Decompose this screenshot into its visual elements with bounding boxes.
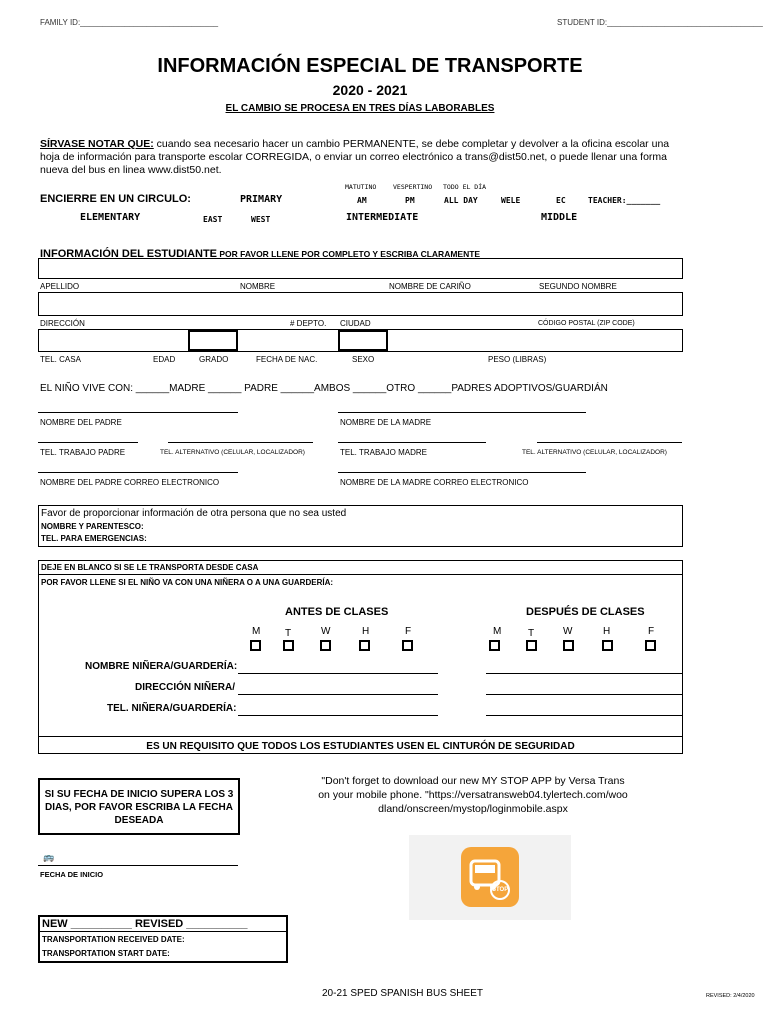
label-todo-el-dia: TODO EL DÍA (443, 183, 487, 191)
daycare-divider (38, 574, 683, 575)
start-date-box (38, 778, 240, 835)
student-id-field[interactable]: STUDENT ID:___________________________________ (557, 18, 763, 27)
label-tel-trabajo-padre: TEL. TRABAJO PADRE (40, 448, 126, 457)
school-year: 2020 - 2021 (332, 82, 408, 98)
despues-day-h: H (603, 626, 611, 637)
lives-with-options[interactable]: EL NIÑO VIVE CON: ______MADRE ______ PADRE ______AMBOS ______OTRO ______PADRES ADOPTIVOS/GUARDIÁN (40, 383, 608, 394)
daycare-phone-line-before[interactable] (238, 715, 438, 716)
received-date-field[interactable]: TRANSPORTATION RECEIVED DATE: (42, 935, 185, 944)
antes-day-w: W (321, 626, 331, 637)
sexo-input[interactable] (338, 330, 388, 351)
daycare-fill-note: POR FAVOR LLENE SI EL NIÑO VA CON UNA NIÑERA O A UNA GUARDERÍA: (41, 578, 334, 587)
label-correo-madre: NOMBRE DE LA MADRE CORREO ELECTRONICO (340, 478, 529, 487)
label-tel-alt-padre: TEL. ALTERNATIVO (CELULAR, LOCALIZADOR) (160, 449, 305, 456)
page-title: INFORMACIÓN ESPECIAL DE TRANSPORTE (157, 55, 583, 77)
father-alt-line[interactable] (168, 442, 313, 443)
daycare-address-line-before[interactable] (238, 694, 438, 695)
label-ciudad: CIUDAD (340, 319, 371, 328)
office-use-box (38, 915, 288, 963)
despues-checkbox-t[interactable] (526, 640, 537, 651)
label-daycare-name: NOMBRE NIÑERA/GUARDERÍA: (85, 661, 238, 672)
option-west[interactable]: WEST (251, 215, 271, 224)
label-codigo-postal: CÓDIGO POSTAL (ZIP CODE) (538, 320, 635, 327)
option-elementary[interactable]: ELEMENTARY (80, 212, 141, 223)
antes-day-f: F (405, 626, 412, 637)
label-daycare-phone: TEL. NIÑERA/GUARDERÍA: (107, 703, 237, 714)
emergency-box[interactable] (38, 505, 683, 547)
bus-icon: 🚌 (43, 852, 55, 862)
antes-checkbox-m[interactable] (250, 640, 261, 651)
despues-checkbox-w[interactable] (563, 640, 574, 651)
daycare-box (38, 560, 683, 754)
label-tel-trabajo-madre: TEL. TRABAJO MADRE (340, 448, 427, 457)
label-vespertino: VESPERTINO (393, 183, 433, 191)
label-correo-padre: NOMBRE DEL PADRE CORREO ELECTRONICO (40, 478, 220, 487)
new-revised-field[interactable]: NEW __________ REVISED __________ (42, 918, 248, 930)
option-ec[interactable]: EC (556, 196, 566, 205)
daycare-name-line-before[interactable] (238, 673, 438, 674)
circle-instruction: ENCIERRE EN UN CIRCULO: (40, 193, 191, 205)
daycare-address-line-after[interactable] (486, 694, 682, 695)
label-peso: PESO (LIBRAS) (488, 355, 547, 364)
label-apellido: APELLIDO (40, 282, 80, 291)
option-all-day[interactable]: ALL DAY (444, 196, 478, 205)
notice-lead: SÍRVASE NOTAR QUE: (40, 138, 154, 150)
label-tel-casa: TEL. CASA (40, 355, 81, 364)
despues-checkbox-m[interactable] (489, 640, 500, 651)
option-middle[interactable]: MIDDLE (541, 212, 578, 223)
app-download-note: "Don't forget to download our new MY STOP APP by Versa Trans on your mobile phone. "https://versatransweb04.tylertech.com/woodland/onscreen/mystop/loginmobile.aspx (318, 775, 628, 815)
start-date-note: SI SU FECHA DE INICIO SUPERA LOS 3 DIAS, POR FAVOR ESCRIBA LA FECHA DESEADA (44, 789, 234, 826)
despues-day-w: W (563, 626, 573, 637)
label-sexo: SEXO (352, 355, 375, 364)
label-nombre: NOMBRE (240, 282, 276, 291)
label-direccion: DIRECCIÓN (40, 319, 85, 328)
despues-day-m: M (493, 626, 502, 637)
emergency-name-label: NOMBRE Y PARENTESCO: (41, 522, 144, 531)
start-date-line[interactable] (38, 865, 238, 866)
bus-stop-icon (461, 847, 519, 907)
antes-checkbox-t[interactable] (283, 640, 294, 651)
label-tel-alt-madre: TEL. ALTERNATIVO (CELULAR, LOCALIZADOR) (522, 449, 667, 456)
label-nombre-madre: NOMBRE DE LA MADRE (340, 418, 432, 427)
antes-checkbox-f[interactable] (402, 640, 413, 651)
app-image-frame (409, 835, 571, 920)
mother-name-line[interactable] (338, 412, 586, 413)
label-fecha-nac: FECHA DE NAC. (256, 355, 318, 364)
despues-checkbox-f[interactable] (645, 640, 656, 651)
despues-heading: DESPUÉS DE CLASES (526, 606, 645, 618)
address-input-row[interactable] (38, 292, 683, 316)
option-pm[interactable]: PM (405, 196, 415, 205)
footer-title: 20-21 SPED SPANISH BUS SHEET (322, 988, 483, 999)
notice-text: cuando sea necesario hacer un cambio PERMANENTE, se debe completar y devolver a la oficina escolar una hoja de información para transporte escolar CORREGIDA, o enviar un correo electrónico a trans@dist50.net, o puede llenar una forma nueva del bus en linea www.dist50.net. (40, 138, 670, 176)
mother-email-line[interactable] (338, 472, 586, 473)
app-badge-text: STOP (492, 887, 509, 893)
mother-work-line[interactable] (338, 442, 486, 443)
antes-day-t: T (285, 628, 292, 639)
name-input-row[interactable] (38, 258, 683, 279)
despues-day-t: T (528, 628, 535, 639)
antes-heading: ANTES DE CLASES (285, 606, 389, 618)
option-primary[interactable]: PRIMARY (240, 194, 283, 205)
footer-revised: REVISED: 2/4/2020 (706, 993, 755, 999)
seatbelt-divider (38, 736, 683, 737)
mother-alt-line[interactable] (537, 442, 682, 443)
family-id-field[interactable]: FAMILY ID:_______________________________ (40, 18, 219, 27)
grado-input[interactable] (188, 330, 238, 351)
antes-checkbox-h[interactable] (359, 640, 370, 651)
label-daycare-address: DIRECCIÓN NIÑERA/ (135, 682, 236, 693)
label-segundo-nombre: SEGUNDO NOMBRE (539, 282, 617, 291)
option-am[interactable]: AM (357, 196, 367, 205)
label-nombre-carino: NOMBRE DE CARIÑO (389, 282, 471, 291)
emergency-phone-label: TEL. PARA EMERGENCIAS: (41, 534, 147, 543)
label-matutino: MATUTINO (345, 183, 377, 191)
antes-checkbox-w[interactable] (320, 640, 331, 651)
label-depto: # DEPTO. (290, 319, 327, 328)
antes-day-h: H (362, 626, 370, 637)
label-fecha-inicio: FECHA DE INICIO (40, 870, 104, 879)
option-east[interactable]: EAST (203, 215, 223, 224)
label-nombre-padre: NOMBRE DEL PADRE (40, 418, 122, 427)
father-name-line[interactable] (38, 412, 238, 413)
start-date-field[interactable]: TRANSPORTATION START DATE: (42, 949, 170, 958)
student-info-title: INFORMACIÓN DEL ESTUDIANTE (40, 248, 218, 260)
father-work-line[interactable] (38, 442, 138, 443)
teacher-field[interactable]: TEACHER:_______ (588, 196, 661, 205)
emergency-intro: Favor de proporcionar información de otra persona que no sea usted (41, 508, 347, 519)
subtitle: EL CAMBIO SE PROCESA EN TRES DÍAS LABORABLES (225, 103, 495, 114)
notice-paragraph (40, 138, 680, 177)
daycare-phone-line-after[interactable] (486, 715, 682, 716)
daycare-blank-note: DEJE EN BLANCO SI SE LE TRANSPORTA DESDE CASA (41, 563, 259, 572)
antes-day-m: M (252, 626, 261, 637)
label-grado: GRADO (199, 355, 229, 364)
label-edad: EDAD (153, 355, 176, 364)
despues-checkbox-h[interactable] (602, 640, 613, 651)
seatbelt-requirement: ES UN REQUISITO QUE TODOS LOS ESTUDIANTES USEN EL CINTURÓN DE SEGURIDAD (146, 741, 575, 752)
despues-day-f: F (648, 626, 655, 637)
office-divider (40, 931, 286, 932)
option-intermediate[interactable]: INTERMEDIATE (346, 212, 419, 223)
student-info-instruction: POR FAVOR LLENE POR COMPLETO Y ESCRIBA CLARAMENTE (217, 249, 481, 259)
father-email-line[interactable] (38, 472, 238, 473)
my-stop-app-icon (461, 847, 519, 907)
daycare-name-line-after[interactable] (486, 673, 682, 674)
option-wele[interactable]: WELE (501, 196, 521, 205)
